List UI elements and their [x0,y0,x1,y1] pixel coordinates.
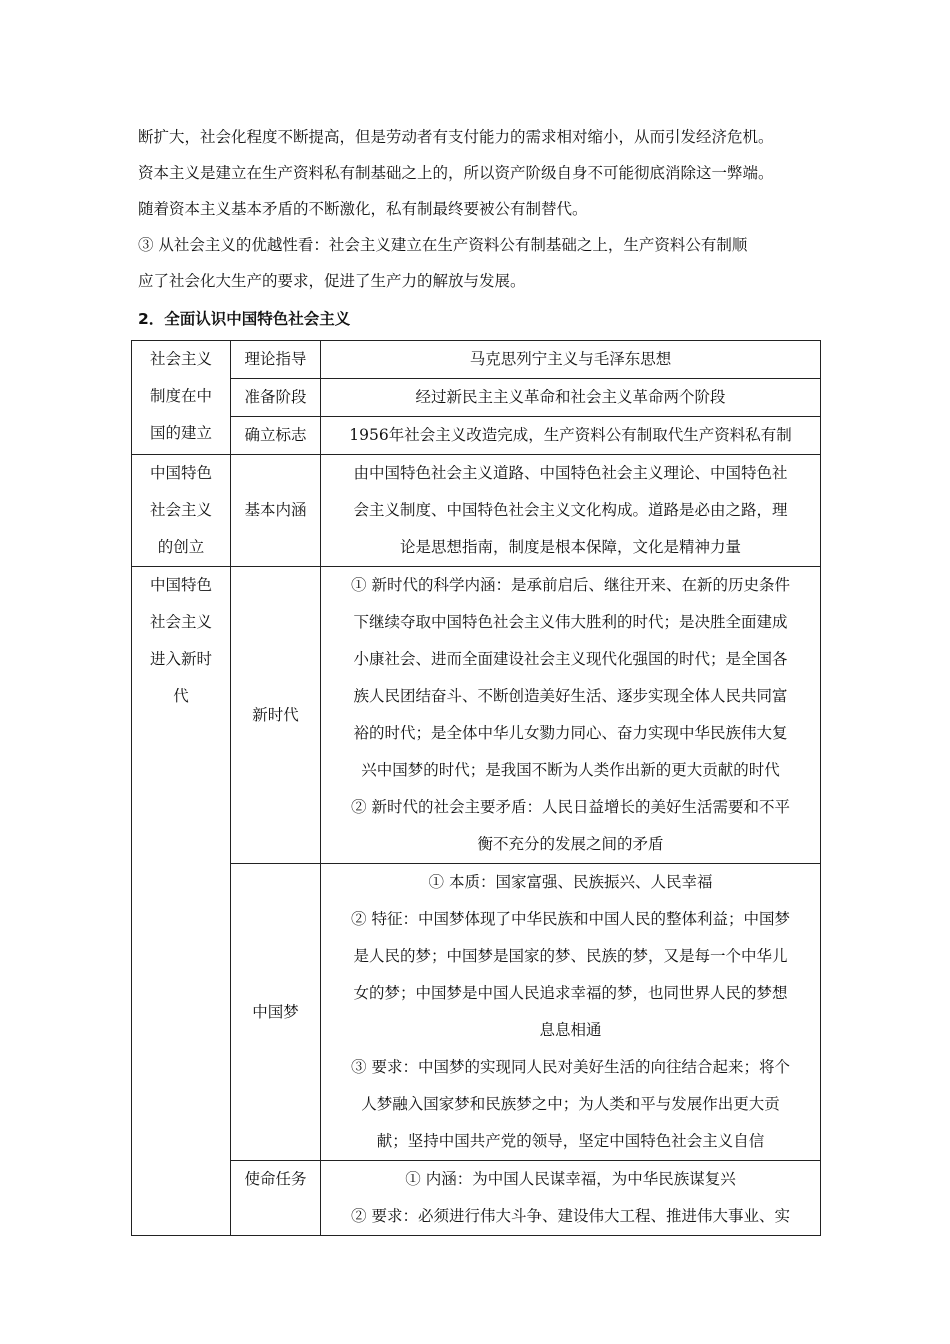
row-value: ① 本质：国家富强、民族振兴、人民幸福 ② 特征：中国梦体现了中华民族和中国人民的整体利益；中国梦 是人民的梦；中国梦是国家的梦、民族的梦，又是每一个中华儿 女的梦；中国梦是中国人民追求幸福的梦，也同世界人民的梦想 息息相通 ③ 要求：中国梦的实现同人民对美好生活的向往结合起来；将个 人梦融入国家梦和民族梦之中；为人类和平与发展作出更大贡 献；坚持中国共产党的领导，坚定中国特色社会主义自信 [321,864,821,1161]
section-heading: 2．全面认识中国特色社会主义 [138,310,351,328]
row-key: 确立标志 [231,417,321,455]
table-row [132,455,821,567]
text-line: 随着资本主义基本矛盾的不断激化，私有制最终要被公有制替代。 [138,200,588,218]
text-line: 资本主义是建立在生产资料私有制基础之上的，所以资产阶级自身不可能彻底消除这一弊端。 [138,164,774,182]
table-row [132,1161,821,1236]
table-row [132,341,821,379]
row-value: ① 内涵：为中国人民谋幸福，为中华民族谋复兴 ② 要求：必须进行伟大斗争、建设伟大工程、推进伟大事业、实 [321,1161,821,1236]
table-row [132,864,821,1161]
text-line: 应了社会化大生产的要求，促进了生产力的解放与发展。 [138,272,526,290]
row-value: 1956年社会主义改造完成，生产资料公有制取代生产资料私有制 [321,417,821,455]
group-label-new-era: 中国特色 社会主义 进入新时 代 [132,567,231,1236]
row-value: 马克思列宁主义与毛泽东思想 [321,341,821,379]
group-label-establishment: 社会主义 制度在中 国的建立 [132,341,231,455]
text-line: 断扩大，社会化程度不断提高，但是劳动者有支付能力的需求相对缩小，从而引发经济危机。 [138,128,774,146]
table-row [132,417,821,455]
row-key: 新时代 [231,567,321,864]
row-key: 理论指导 [231,341,321,379]
row-key: 准备阶段 [231,379,321,417]
text-line: ③ 从社会主义的优越性看：社会主义建立在生产资料公有制基础之上，生产资料公有制顺 [138,236,748,254]
socialism-table [131,340,821,1236]
group-label-founding: 中国特色 社会主义 的创立 [132,455,231,567]
row-value: ① 新时代的科学内涵：是承前启后、继往开来、在新的历史条件 下继续夺取中国特色社会主义伟大胜利的时代；是决胜全面建成 小康社会、进而全面建设社会主义现代化强国的时代；是全国各 族人民团结奋斗、不断创造美好生活、逐步实现全体人民共同富 裕的时代；是全体中华儿女勠力同心、奋力实现中华民族伟大复 兴中国梦的时代；是我国不断为人类作出新的更大贡献的时代 ② 新时代的社会主要矛盾：人民日益增长的美好生活需要和不平 衡不充分的发展之间的矛盾 [321,567,821,864]
row-key: 基本内涵 [231,455,321,567]
table-row [132,567,821,864]
row-key: 使命任务 [231,1161,321,1236]
intro-paragraph [138,119,828,299]
table-row [132,379,821,417]
row-value: 经过新民主主义革命和社会主义革命两个阶段 [321,379,821,417]
row-value: 由中国特色社会主义道路、中国特色社会主义理论、中国特色社 会主义制度、中国特色社会主义文化构成。道路是必由之路，理 论是思想指南，制度是根本保障，文化是精神力量 [321,455,821,567]
row-key: 中国梦 [231,864,321,1161]
